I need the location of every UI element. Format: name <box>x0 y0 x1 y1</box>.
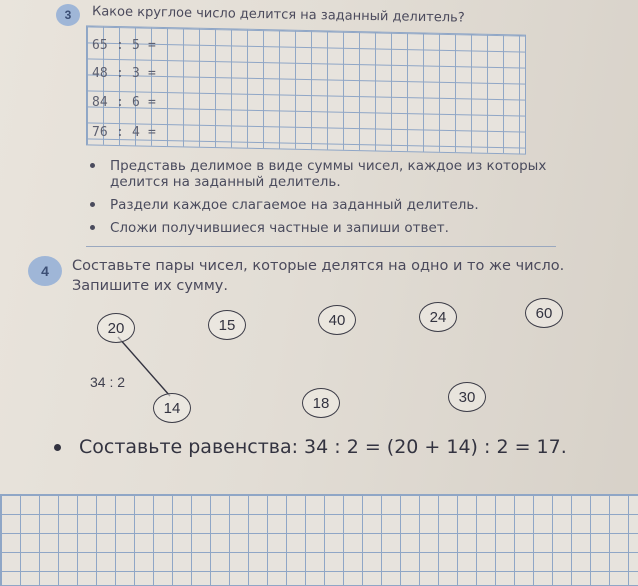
number-circle-14 <box>153 393 191 423</box>
hint-text: Сложи получившиеся частные и запиши ответ. <box>110 220 449 236</box>
divisor: 4 <box>132 125 140 140</box>
number-circle-label: 14 <box>163 399 181 417</box>
divisor: 5 <box>132 38 140 53</box>
equals-sign: = <box>148 66 156 81</box>
dividend: 84 <box>92 95 108 110</box>
number-circle-label: 30 <box>458 388 476 406</box>
number-circle-label: 60 <box>535 304 553 322</box>
task-3-title: Какое круглое число делится на заданный делитель? <box>91 4 465 26</box>
hint-text: Представь делимое в виде суммы чисел, каждое из которых делится на заданный делитель. <box>110 158 547 190</box>
task-4-answer-grid <box>0 494 638 586</box>
hint-text: Раздели каждое слагаемое на заданный делитель. <box>110 197 479 213</box>
number-circle-15 <box>208 310 246 340</box>
number-circle-18 <box>302 388 340 418</box>
equation-text: Составьте равенства: 34 : 2 = (20 + 14) : 2 = 17. <box>79 436 567 458</box>
divisor: 6 <box>132 95 140 110</box>
number-circle-label: 24 <box>429 308 447 326</box>
number-circle-30 <box>448 382 486 412</box>
number-circle-40 <box>318 305 356 335</box>
number-circle-20 <box>97 313 135 343</box>
equals-sign: = <box>148 38 156 53</box>
number-circle-label: 20 <box>107 319 125 337</box>
division-sign: : <box>116 125 124 140</box>
division-sign: : <box>116 95 124 110</box>
number-circle-label: 40 <box>328 311 346 329</box>
divisor: 3 <box>132 66 140 81</box>
division-sign: : <box>116 38 124 53</box>
equation-instruction <box>54 436 634 458</box>
number-circle-60 <box>525 298 563 328</box>
dividend: 48 <box>92 66 108 81</box>
number-circle-label: 15 <box>218 316 236 334</box>
dividend: 65 <box>92 38 108 53</box>
bullet-icon <box>54 444 61 451</box>
equals-sign: = <box>148 95 156 110</box>
task-4-number: 4 <box>41 263 49 279</box>
dividend: 76 <box>92 125 108 140</box>
division-sign: : <box>116 66 124 81</box>
task-3-number: 3 <box>64 8 72 22</box>
number-circle-label: 18 <box>312 394 330 412</box>
pair-division-label: 34 : 2 <box>90 374 126 390</box>
task-4-title: Составьте пары чисел, которые делятся на одно и то же число. Запишите их сумму. <box>72 258 565 294</box>
number-circle-24 <box>419 302 457 332</box>
equals-sign: = <box>148 125 156 140</box>
